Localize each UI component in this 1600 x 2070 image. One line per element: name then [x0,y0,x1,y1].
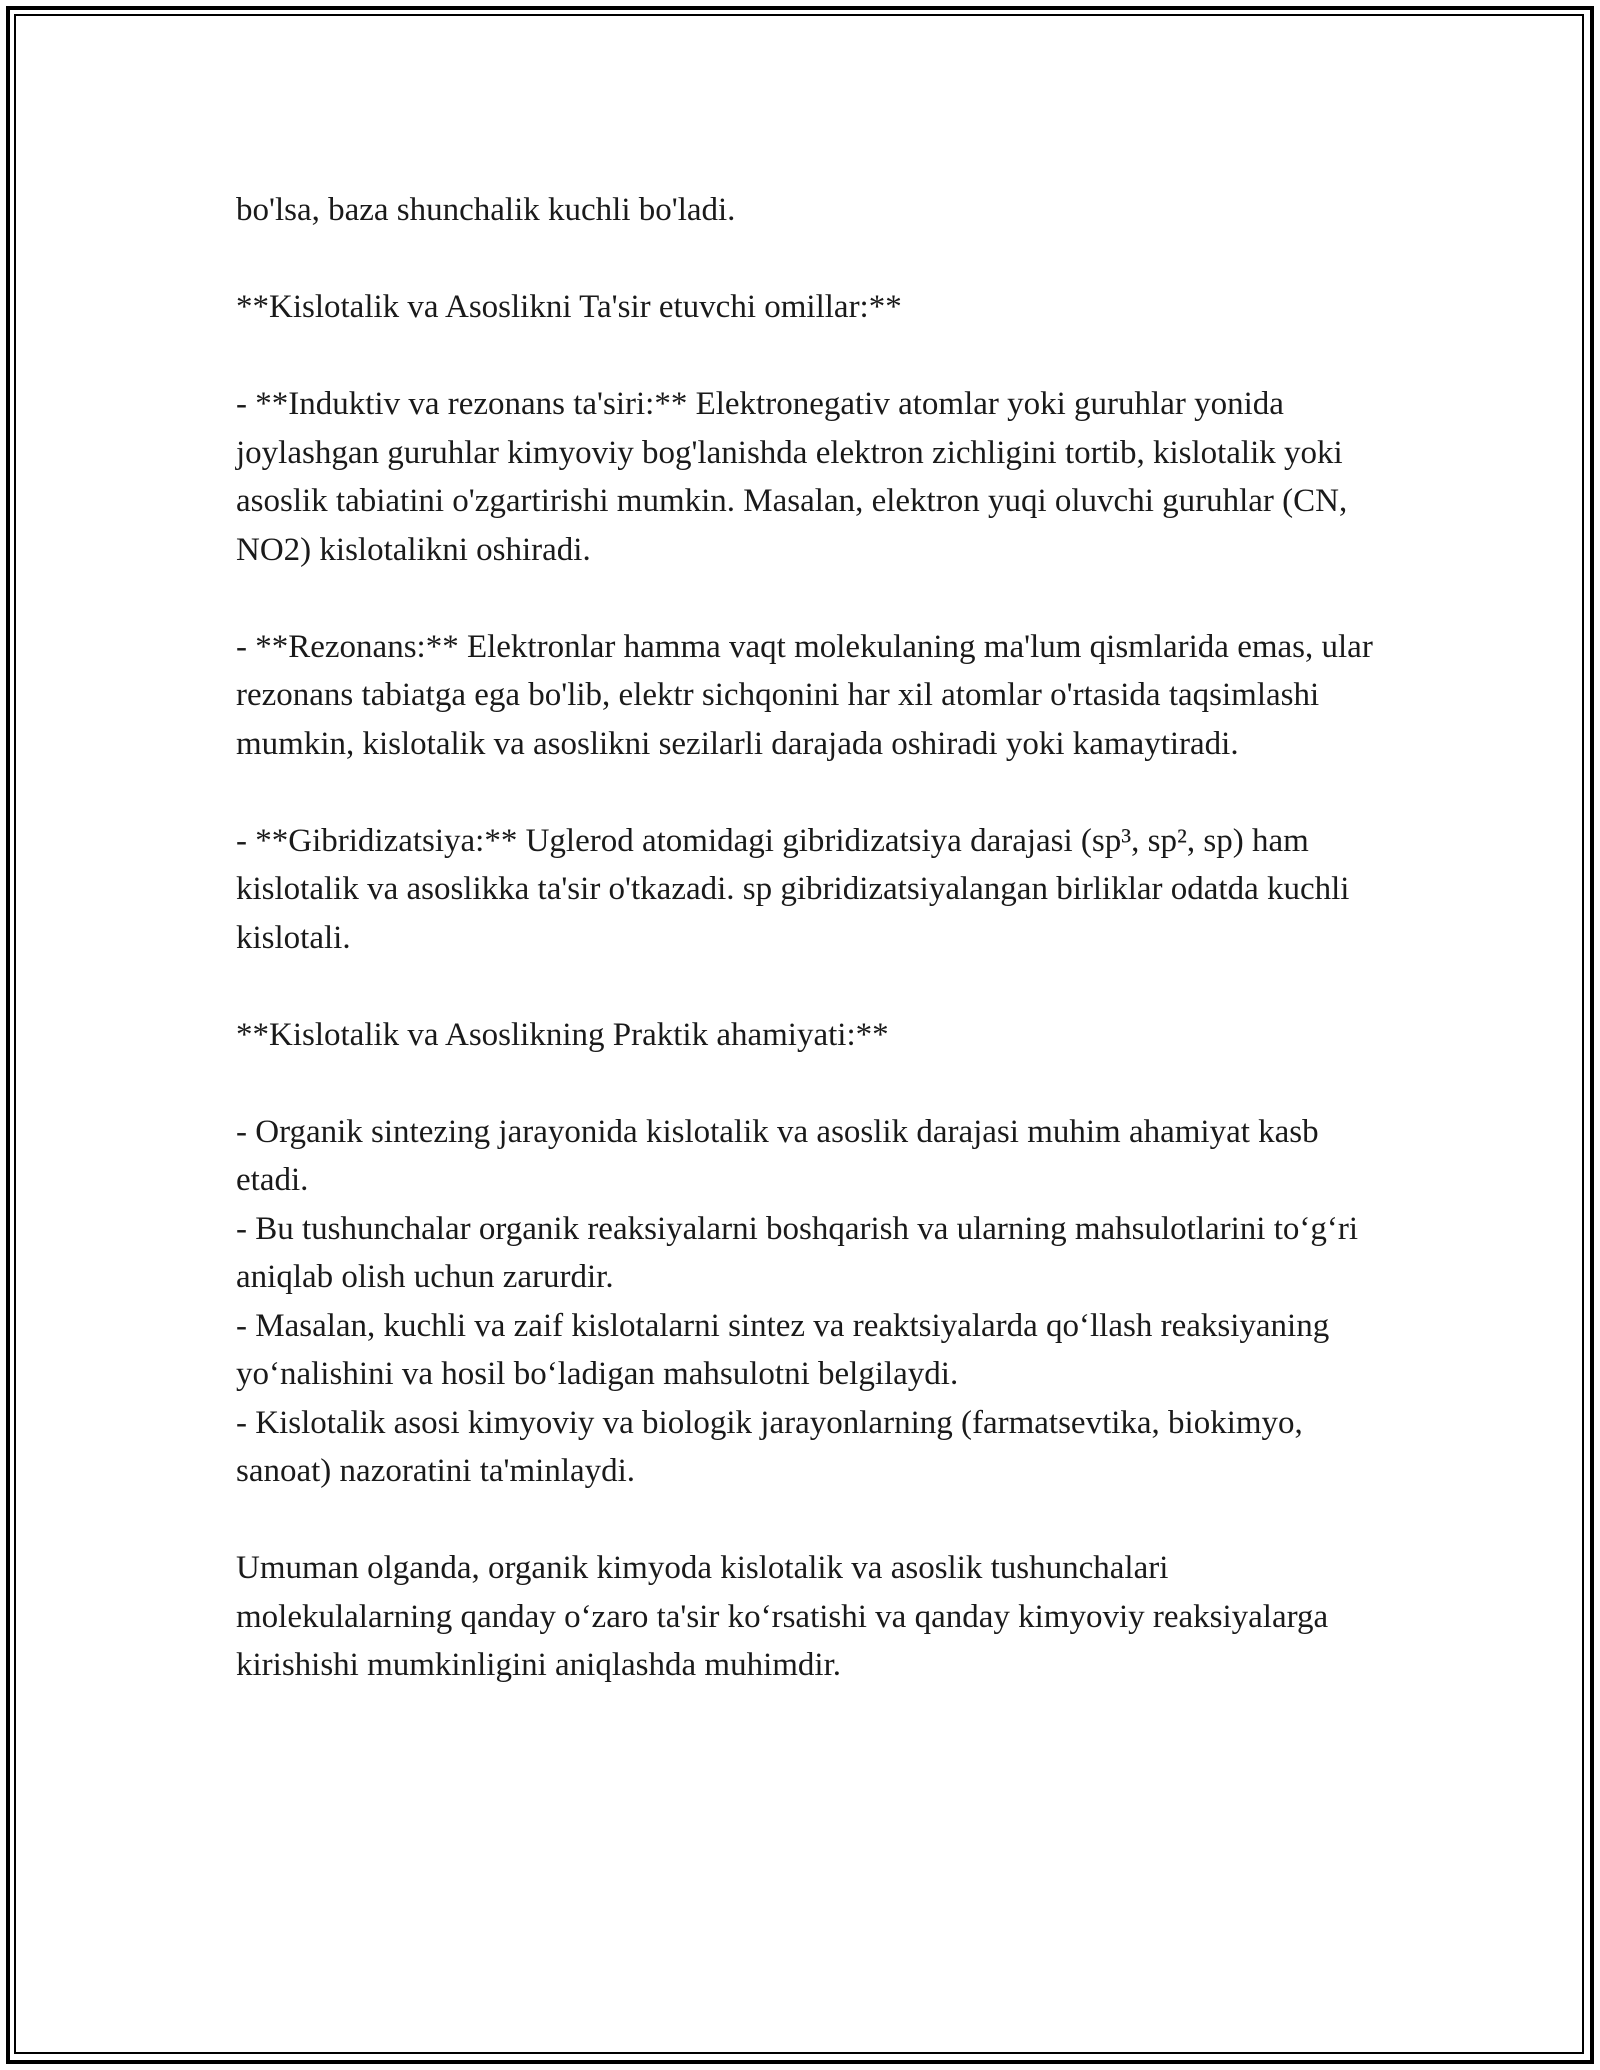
list-item: - Organik sintezing jarayonida kislotalik va asoslik darajasi muhim ahamiyat kasb etadi. [236,1113,1319,1198]
paragraph-gap [236,1496,1376,1545]
section-heading-factors: **Kislotalik va Asoslikni Ta'sir etuvchi omillar:** [236,289,902,325]
list-item: - Masalan, kuchli va zaif kislotalarni sintez va reaktsiyalarda qo‘llash reaksiyaning yo‘nalishini va hosil bo‘ladigan mahsulotni belgilaydi. [236,1307,1330,1392]
list-item: - Bu tushunchalar organik reaksiyalarni boshqarish va ularning mahsulotlarini to‘g‘ri aniqlab olish uchun zarurdir. [236,1210,1359,1295]
paragraph-gap [236,768,1376,817]
paragraph-resonance: - **Rezonans:** Elektronlar hamma vaqt molekulaning ma'lum qismlarida emas, ular rezonans tabiatga ega bo'lib, elektr sichqonini har xil atomlar o'rtasida taqsimlashi mumkin, kislotalik va asoslikni sezilarli darajada oshiradi yoki kamaytiradi. [236,628,1373,762]
section-heading-practical: **Kislotalik va Asoslikning Praktik ahamiyati:** [236,1016,889,1053]
paragraph-gap [236,235,1376,284]
paragraph-gap [236,962,1376,1011]
paragraph-inductive: - **Induktiv va rezonans ta'siri:** Elektronegativ atomlar yoki guruhlar yonida joylashgan guruhlar kimyoviy bog'lanishda elektron zichligini tortib, kislotalik yoki asoslik tabiatini o'zgartirishi mumkin. Masalan, elektron yuqi oluvchi guruhlar (CN, NO2) kislotalikni oshiradi. [236,386,1348,568]
paragraph-gap [236,574,1376,623]
list-item: - Kislotalik asosi kimyoviy va biologik jarayonlarning (farmatsevtika, biokimyo, sanoat) nazoratini ta'minlaydi. [236,1404,1303,1489]
paragraph-gap [236,332,1376,381]
paragraph-hybridization: - **Gibridizatsiya:** Uglerod atomidagi gibridizatsiya darajasi (sp³, sp², sp) ham kislotalik va asoslikka ta'sir o'tkazadi. sp gibridizatsiyalangan birliklar odatda kuchli kislotali. [236,822,1350,956]
paragraph-gap [236,1059,1376,1108]
paragraph-continuation: bo'lsa, baza shunchalik kuchli bo'ladi. [236,192,736,228]
document-body [236,186,1376,1690]
paragraph-conclusion: Umuman olganda, organik kimyoda kislotalik va asoslik tushunchalari molekulalarning qanday o‘zaro ta'sir ko‘rsatishi va qanday kimyoviy reaksiyalarga kirishishi mumkinligini aniqlashda muhimdir. [236,1550,1329,1683]
